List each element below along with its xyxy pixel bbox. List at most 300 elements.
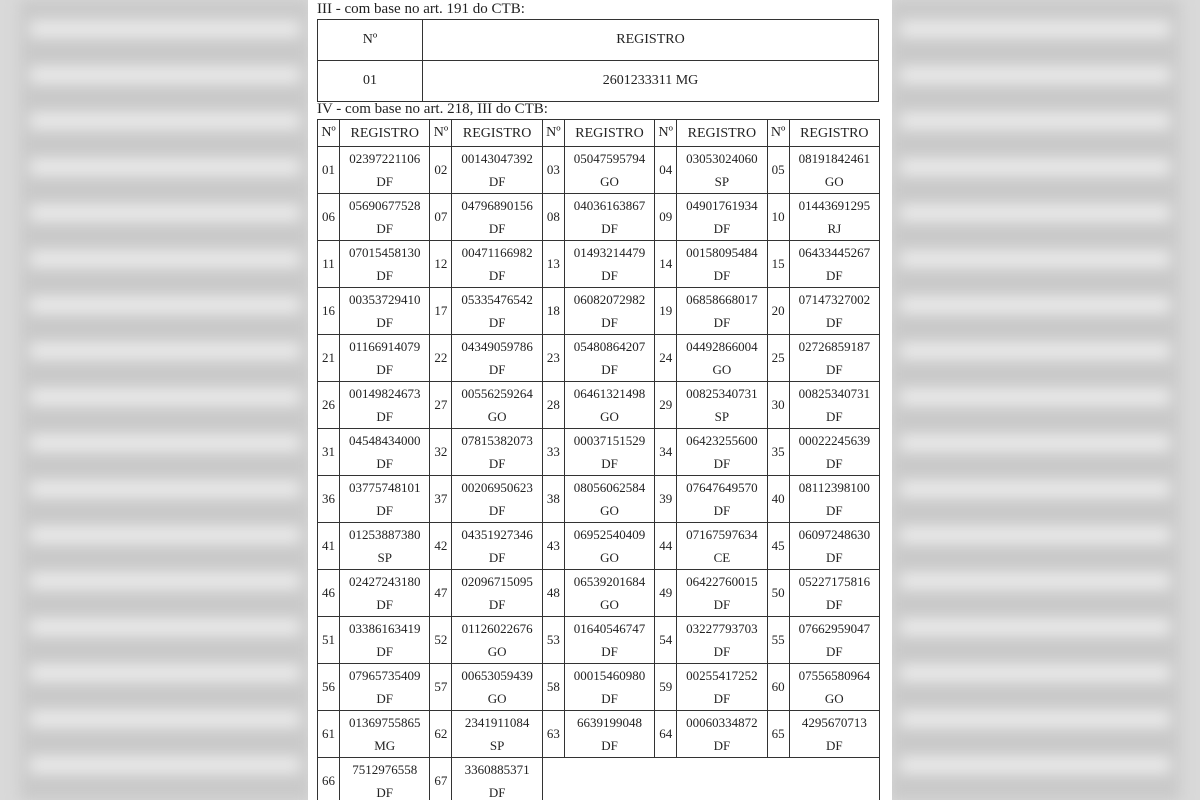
col-header-n: Nº [655, 120, 677, 147]
entry-uf: GO [824, 174, 844, 189]
entry-uf: DF [488, 221, 506, 236]
entry-registro-cell [340, 288, 430, 335]
entry-registro-cell [564, 570, 654, 617]
entry-uf: DF [713, 456, 731, 471]
entry-uf: SP [714, 174, 730, 189]
entry-registro-cell [564, 429, 654, 476]
entry-registro: 00158095484 [686, 245, 758, 260]
entry-registro-cell [677, 664, 767, 711]
entry-registro: 07647649570 [686, 480, 758, 495]
table-row [318, 523, 880, 570]
entry-registro-cell [452, 288, 542, 335]
entry-number: 57 [430, 664, 452, 711]
table-row [318, 61, 879, 102]
document-page [308, 0, 892, 800]
entry-registro-cell [789, 194, 879, 241]
col-header-n: Nº [318, 120, 340, 147]
table-row [318, 617, 880, 664]
entry-registro: 4295670713 [801, 715, 867, 730]
entry-uf: DF [826, 503, 843, 518]
entry-registro: 00825340731 [798, 386, 871, 401]
col-header-registro: REGISTRO [452, 120, 542, 147]
entry-registro-cell [340, 429, 430, 476]
entry-number: 49 [655, 570, 677, 617]
entry-registro-cell [789, 617, 879, 664]
entry-number: 11 [318, 241, 340, 288]
col-header-registro: REGISTRO [789, 120, 879, 147]
blurred-row [30, 618, 300, 636]
entry-number: 15 [767, 241, 789, 288]
entry-registro: 00149824673 [348, 386, 421, 401]
entry-registro: 05335476542 [461, 292, 533, 307]
entry-uf: DF [376, 644, 394, 659]
entry-uf: GO [600, 409, 619, 424]
entry-registro: 04901761934 [686, 198, 758, 213]
entry-number: 35 [767, 429, 789, 476]
blurred-row [900, 618, 1170, 636]
entry-registro: 01493214479 [573, 245, 646, 260]
entry-number: 38 [542, 476, 564, 523]
entry-uf: DF [488, 456, 506, 471]
entry-number: 04 [655, 147, 677, 194]
entry-number: 53 [542, 617, 564, 664]
entry-registro-cell [452, 523, 542, 570]
empty-cell [542, 758, 879, 800]
entry-registro: 00353729410 [348, 292, 421, 307]
blurred-row [30, 710, 300, 728]
entry-registro: 00825340731 [686, 386, 758, 401]
blurred-row [900, 526, 1170, 544]
blurred-row [30, 342, 300, 360]
entry-registro: 04351927346 [461, 527, 533, 542]
entry-registro: 00037151529 [573, 433, 646, 448]
entry-number: 47 [430, 570, 452, 617]
entry-registro-cell [564, 194, 654, 241]
entry-uf: DF [713, 315, 731, 330]
entry-registro-cell [340, 664, 430, 711]
blurred-row [900, 250, 1170, 268]
entry-registro: 04548434000 [348, 433, 421, 448]
entry-number: 26 [318, 382, 340, 429]
entry-registro: 03227793703 [686, 621, 758, 636]
entry-uf: GO [600, 597, 619, 612]
blurred-page-left [20, 0, 310, 800]
entry-uf: DF [488, 785, 506, 800]
entry-registro: 02726859187 [798, 339, 871, 354]
entry-registro-cell [677, 335, 767, 382]
entry-number: 19 [655, 288, 677, 335]
entry-number: 03 [542, 147, 564, 194]
blurred-row [30, 296, 300, 314]
entry-registro-cell [789, 476, 879, 523]
entry-uf: DF [601, 738, 618, 753]
entry-registro: 03775748101 [348, 480, 421, 495]
entry-registro-cell [340, 617, 430, 664]
blurred-row [900, 20, 1170, 38]
entry-uf: GO [712, 362, 732, 377]
entry-registro: 00022245639 [798, 433, 871, 448]
blurred-row [30, 526, 300, 544]
entry-uf: DF [488, 268, 506, 283]
entry-number: 05 [767, 147, 789, 194]
blurred-row [900, 664, 1170, 682]
col-header-n: Nº [542, 120, 564, 147]
entry-registro-cell [452, 758, 542, 800]
entry-registro: 05690677528 [348, 198, 421, 213]
table-row [318, 758, 880, 800]
table-row [318, 664, 880, 711]
blurred-row [900, 756, 1170, 774]
entry-registro-cell [677, 617, 767, 664]
entry-uf: DF [713, 691, 731, 706]
entry-registro: 00015460980 [573, 668, 646, 683]
entry-uf: DF [713, 503, 731, 518]
blurred-row [900, 158, 1170, 176]
entry-registro-cell [452, 335, 542, 382]
entry-uf: DF [601, 221, 618, 236]
entry-uf: DF [488, 174, 506, 189]
table-row [318, 241, 880, 288]
entry-registro: 02427243180 [348, 574, 421, 589]
entry-number: 46 [318, 570, 340, 617]
blurred-page-right [890, 0, 1180, 800]
entry-registro-cell [677, 194, 767, 241]
entry-registro-cell [340, 523, 430, 570]
table-row [318, 711, 880, 758]
entry-number: 50 [767, 570, 789, 617]
entry-uf: GO [487, 409, 507, 424]
entry-uf: DF [601, 268, 618, 283]
table-row [318, 382, 880, 429]
entry-number: 14 [655, 241, 677, 288]
entry-uf: CE [713, 550, 731, 565]
col-header-n: Nº [767, 120, 789, 147]
entry-uf: DF [376, 221, 394, 236]
blurred-row [30, 434, 300, 452]
entry-registro: 06422760015 [686, 574, 758, 589]
entry-number: 52 [430, 617, 452, 664]
blurred-row [30, 756, 300, 774]
section-iv-heading: IV - com base no art. 218, III do CTB: [317, 101, 548, 117]
entry-registro-cell [564, 241, 654, 288]
entry-number: 48 [542, 570, 564, 617]
entry-registro-cell [452, 241, 542, 288]
entry-number: 34 [655, 429, 677, 476]
entry-number: 56 [318, 664, 340, 711]
entry-registro: 07965735409 [348, 668, 421, 683]
entry-registro: 08056062584 [573, 480, 646, 495]
entry-number: 30 [767, 382, 789, 429]
entry-registro-cell [789, 147, 879, 194]
entry-uf: GO [600, 174, 619, 189]
entry-number: 51 [318, 617, 340, 664]
entry-number: 20 [767, 288, 789, 335]
col-header-n: Nº [318, 20, 423, 61]
entry-uf: RJ [827, 221, 842, 236]
col-header-registro: REGISTRO [677, 120, 767, 147]
col-header-n: Nº [430, 120, 452, 147]
entry-registro: 06461321498 [573, 386, 646, 401]
blurred-row [30, 66, 300, 84]
entry-registro: 07815382073 [461, 433, 533, 448]
table-row [318, 194, 880, 241]
entry-number: 01 [318, 147, 340, 194]
entry-uf: DF [376, 456, 394, 471]
entry-uf: SP [489, 738, 505, 753]
entry-registro-cell [340, 147, 430, 194]
entry-number: 67 [430, 758, 452, 800]
blurred-row [30, 204, 300, 222]
entry-registro: 00471166982 [461, 245, 533, 260]
entry-uf: DF [488, 503, 506, 518]
blurred-row [30, 664, 300, 682]
table-row [318, 335, 880, 382]
entry-registro-cell [340, 382, 430, 429]
entry-registro: 05227175816 [798, 574, 871, 589]
entry-registro-cell [452, 194, 542, 241]
entry-uf: DF [376, 409, 394, 424]
blurred-row [900, 112, 1170, 130]
entry-number: 27 [430, 382, 452, 429]
entry-uf: DF [601, 691, 618, 706]
section-iv-table [317, 119, 880, 800]
entry-registro-cell [789, 241, 879, 288]
entry-number: 63 [542, 711, 564, 758]
entry-registro: 07556580964 [798, 668, 871, 683]
entry-uf: GO [824, 691, 844, 706]
entry-uf: DF [713, 221, 731, 236]
entry-registro: 07147327002 [798, 292, 871, 307]
entry-registro: 01166914079 [349, 339, 421, 354]
entry-uf: MG [374, 738, 396, 753]
entry-registro-cell [564, 288, 654, 335]
entry-registro: 06097248630 [798, 527, 871, 542]
entry-registro: 7512976558 [352, 762, 418, 777]
entry-uf: DF [488, 362, 506, 377]
entry-number: 44 [655, 523, 677, 570]
entry-registro-cell [677, 382, 767, 429]
entry-registro: 06858668017 [686, 292, 758, 307]
entry-registro: 6639199048 [577, 715, 643, 730]
col-header-registro: REGISTRO [423, 20, 879, 61]
entry-number: 55 [767, 617, 789, 664]
entry-uf: DF [488, 550, 506, 565]
entry-number: 24 [655, 335, 677, 382]
entry-registro-cell [340, 711, 430, 758]
entry-uf: DF [488, 597, 506, 612]
entry-registro-cell [564, 335, 654, 382]
blurred-row [30, 572, 300, 590]
entry-registro: 08112398100 [798, 480, 870, 495]
entry-registro: 06952540409 [573, 527, 646, 542]
entry-registro-cell [452, 429, 542, 476]
entry-registro-cell [452, 147, 542, 194]
entry-number: 39 [655, 476, 677, 523]
entry-number: 59 [655, 664, 677, 711]
entry-registro-cell [452, 570, 542, 617]
blurred-row [900, 204, 1170, 222]
blurred-row [900, 480, 1170, 498]
entry-registro-cell [452, 382, 542, 429]
table-row [318, 429, 880, 476]
entry-number: 12 [430, 241, 452, 288]
entry-number: 32 [430, 429, 452, 476]
entry-registro-cell [789, 570, 879, 617]
entry-registro: 07015458130 [348, 245, 421, 260]
entry-registro-cell [789, 382, 879, 429]
entry-uf: DF [826, 644, 843, 659]
entry-uf: DF [713, 597, 731, 612]
entry-uf: GO [487, 644, 507, 659]
entry-registro: 3360885371 [464, 762, 530, 777]
entry-number: 64 [655, 711, 677, 758]
entry-number: 58 [542, 664, 564, 711]
entry-uf: DF [826, 362, 843, 377]
entry-registro: 01369755865 [348, 715, 421, 730]
blurred-row [900, 434, 1170, 452]
entry-number: 28 [542, 382, 564, 429]
entry-number: 09 [655, 194, 677, 241]
entry-uf: DF [713, 644, 731, 659]
entry-uf: DF [826, 738, 843, 753]
blurred-row [30, 388, 300, 406]
entry-registro-cell [677, 288, 767, 335]
blurred-row [900, 342, 1170, 360]
table-row [318, 476, 880, 523]
entry-registro: 07662959047 [798, 621, 871, 636]
entry-uf: DF [601, 315, 618, 330]
entry-number: 29 [655, 382, 677, 429]
entry-registro-cell [789, 288, 879, 335]
entry-uf: GO [487, 691, 507, 706]
entry-uf: DF [826, 315, 843, 330]
entry-registro-cell [564, 147, 654, 194]
table-header-row [318, 20, 879, 61]
entry-registro: 00255417252 [686, 668, 758, 683]
entry-uf: DF [376, 785, 394, 800]
row-registro: 2601233311 MG [423, 61, 879, 102]
table-row [318, 147, 880, 194]
blurred-row [30, 112, 300, 130]
entry-registro: 06082072982 [573, 292, 646, 307]
entry-registro-cell [564, 711, 654, 758]
row-number: 01 [318, 61, 423, 102]
entry-number: 17 [430, 288, 452, 335]
entry-registro-cell [340, 194, 430, 241]
entry-uf: DF [376, 268, 394, 283]
entry-registro: 06423255600 [686, 433, 758, 448]
entry-uf: SP [377, 550, 392, 565]
entry-registro: 2341911084 [464, 715, 530, 730]
entry-uf: DF [601, 362, 618, 377]
entry-registro-cell [677, 429, 767, 476]
entry-number: 06 [318, 194, 340, 241]
blurred-row [30, 20, 300, 38]
col-header-registro: REGISTRO [564, 120, 654, 147]
entry-registro-cell [677, 147, 767, 194]
entry-registro: 01126022676 [461, 621, 533, 636]
entry-uf: DF [826, 597, 843, 612]
entry-registro-cell [789, 429, 879, 476]
entry-registro-cell [452, 476, 542, 523]
entry-registro-cell [564, 476, 654, 523]
entry-registro-cell [452, 664, 542, 711]
entry-registro: 00556259264 [461, 386, 533, 401]
entry-registro-cell [677, 476, 767, 523]
entry-registro: 00060334872 [686, 715, 758, 730]
entry-registro-cell [452, 711, 542, 758]
entry-uf: GO [600, 503, 619, 518]
entry-uf: DF [826, 550, 843, 565]
entry-registro: 02397221106 [349, 151, 421, 166]
entry-registro: 04349059786 [461, 339, 533, 354]
entry-uf: DF [376, 503, 394, 518]
entry-number: 02 [430, 147, 452, 194]
blurred-row [30, 250, 300, 268]
entry-number: 13 [542, 241, 564, 288]
entry-number: 66 [318, 758, 340, 800]
entry-uf: DF [376, 362, 394, 377]
entry-number: 10 [767, 194, 789, 241]
entry-registro: 06433445267 [798, 245, 871, 260]
entry-registro: 06539201684 [573, 574, 646, 589]
entry-number: 36 [318, 476, 340, 523]
entry-registro: 02096715095 [461, 574, 533, 589]
blurred-row [900, 710, 1170, 728]
blurred-row [900, 572, 1170, 590]
entry-uf: DF [376, 597, 394, 612]
entry-registro: 04036163867 [573, 198, 646, 213]
entry-registro-cell [677, 711, 767, 758]
entry-registro-cell [340, 241, 430, 288]
entry-uf: DF [376, 315, 394, 330]
entry-uf: DF [826, 409, 843, 424]
blurred-row [30, 158, 300, 176]
entry-uf: DF [601, 456, 618, 471]
table-row [318, 288, 880, 335]
table-row [318, 570, 880, 617]
entry-registro-cell [340, 335, 430, 382]
entry-uf: DF [713, 268, 731, 283]
entry-registro-cell [677, 241, 767, 288]
entry-registro-cell [677, 523, 767, 570]
entry-number: 22 [430, 335, 452, 382]
entry-uf: DF [376, 174, 394, 189]
blurred-row [900, 66, 1170, 84]
entry-registro: 03053024060 [686, 151, 758, 166]
entry-number: 41 [318, 523, 340, 570]
entry-registro-cell [564, 523, 654, 570]
col-header-registro: REGISTRO [340, 120, 430, 147]
entry-uf: DF [488, 315, 506, 330]
entry-uf: GO [600, 550, 619, 565]
entry-registro-cell [789, 711, 879, 758]
entry-registro-cell [789, 523, 879, 570]
entry-registro: 08191842461 [798, 151, 871, 166]
entry-registro-cell [564, 617, 654, 664]
entry-number: 45 [767, 523, 789, 570]
entry-uf: DF [601, 644, 618, 659]
section-iii-table [317, 19, 879, 102]
entry-number: 07 [430, 194, 452, 241]
entry-registro-cell [564, 664, 654, 711]
entry-registro: 00206950623 [461, 480, 533, 495]
entry-uf: DF [713, 738, 731, 753]
entry-uf: DF [826, 456, 843, 471]
entry-uf: DF [826, 268, 843, 283]
entry-registro-cell [789, 335, 879, 382]
blurred-row [900, 296, 1170, 314]
